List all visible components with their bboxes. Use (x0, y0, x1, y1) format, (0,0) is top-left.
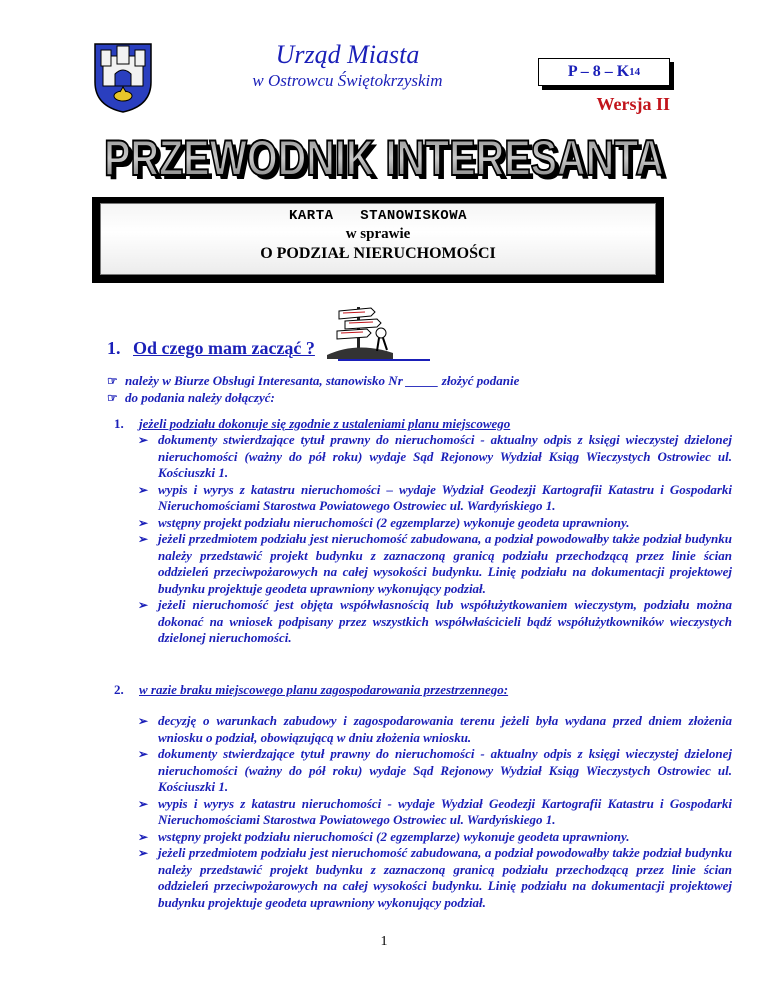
list-item: ➢ jeżeli przedmiotem podziału jest nieruchomość zabudowana, a podział powodowałby także podział budynku należy przedstawić projekt budynku z zaznaczoną granicą podziału przechodzącą przez linie ścian oddzieleń przeciwpożarowych na całej wysokości budynku. Linię podziału na dokumentacji projektowej budynku projektuje geodeta uprawniony wykonujący podział. (138, 531, 732, 596)
list-item: ➢ jeżeli nieruchomość jest objęta współwłasnością lub współużytkowaniem wieczystym, podziału można dokonać na wniosek podpisany przez wszystkich współwłaścicieli bądź współużytkowników wieczystych dzielonej nieruchomości. (138, 597, 732, 645)
city-crest-icon (93, 42, 153, 114)
banner-title (96, 128, 672, 190)
section-heading (107, 338, 315, 359)
case-number: 2. (114, 682, 124, 697)
arrow-bullet-icon: ➢ (138, 829, 149, 844)
card-title: KARTA STANOWISKOWA (288, 208, 468, 224)
arrow-bullet-icon: ➢ (138, 796, 149, 811)
document-code-main: P – 8 – K (567, 63, 630, 80)
list-item: ➢ decyzję o warunkach zabudowy i zagospodarowania terenu jeżeli była wydana przed dniem złożenia wniosku o podział, obowiązującą w dniu złożenia wniosku. (138, 713, 732, 745)
topic-card (92, 197, 664, 283)
list-item: ➢ wypis i wyrys z katastru nieruchomości – wydaje Wydział Geodezji Kartografii Katastru i Gospodarki Nieruchomościami Starostwa Powiatowego Ostrowiec ul. Wardyńskiego 1. (138, 481, 732, 513)
document-version: Wersja II (596, 94, 670, 114)
signpost-clipart-icon (327, 303, 395, 359)
arrow-bullet-icon: ➢ (138, 482, 149, 497)
case2-list (138, 713, 732, 911)
case-heading (114, 416, 510, 432)
case-title: w razie braku miejscowego planu zagospodarowania przestrzennego: (139, 682, 509, 697)
pointing-hand-icon: ☞ (107, 391, 118, 405)
heading-underline (338, 359, 430, 361)
instruction-attach (107, 390, 275, 406)
card-topic: O PODZIAŁ NIERUCHOMOŚCI (260, 245, 496, 262)
arrow-bullet-icon: ➢ (138, 846, 149, 860)
list-item: ➢ wstępny projekt podziału nieruchomości (2 egzemplarze) wykonuje geodeta uprawniony. (138, 514, 630, 530)
list-item: ➢ wypis i wyrys z katastru nieruchomości - wydaje Wydział Geodezji Kartografii Katastru i Gospodarki Nieruchomościami Starostwa Powiatowego Ostrowiec ul. Wardyńskiego 1. (138, 795, 732, 827)
list-item: ➢ wstępny projekt podziału nieruchomości (2 egzemplarze) wykonuje geodeta uprawniony. (138, 828, 630, 844)
instruction-text: do podania należy dołączyć: (125, 390, 275, 405)
document-code-sub: 14 (629, 66, 641, 78)
arrow-bullet-icon: ➢ (138, 515, 149, 530)
list-item: ➢ dokumenty stwierdzające tytuł prawny do nieruchomości - aktualny odpis z księgi wieczystej dzielonej nieruchomości (ważny do pół roku) wydaje Sąd Rejonowy Wydział Ksiąg Wieczystych Ostrowiec ul. Kościuszki 1. (138, 746, 732, 794)
case-heading (114, 682, 508, 698)
banner-title-shadow: PRZEWODNIK INTERESANTA (108, 134, 668, 190)
list-item: ➢ dokumenty stwierdzające tytuł prawny do nieruchomości - aktualny odpis z księgi wieczystej dzielonej nieruchomości (ważny do pół roku) wydaje Sąd Rejonowy Wydział Ksiąg Wieczystych Ostrowiec ul. Kościuszki 1. (138, 432, 732, 480)
arrow-bullet-icon: ➢ (138, 598, 149, 612)
list-item: ➢ jeżeli przedmiotem podziału jest nieruchomość zabudowana, a podział powodowałby także podział budynku należy przedstawić projekt budynku z zaznaczoną granicą podziału przechodzącą przez linie ścian oddzieleń przeciwpożarowych na całej wysokości budynku. Linię podziału na dokumentacji projektowej budynku projektuje geodeta uprawniony wykonujący podział. (138, 845, 732, 910)
arrow-bullet-icon: ➢ (138, 714, 149, 728)
section-number: 1. (107, 338, 121, 358)
arrow-bullet-icon: ➢ (138, 433, 149, 447)
arrow-bullet-icon: ➢ (138, 532, 149, 546)
page-number: 1 (380, 934, 388, 949)
office-location: w Ostrowcu Świętokrzyskim (252, 71, 443, 90)
arrow-bullet-icon: ➢ (138, 747, 149, 761)
instruction-text: należy w Biurze Obsługi Interesanta, stanowisko Nr _____ złożyć podanie (125, 373, 520, 388)
instruction-submit (107, 373, 519, 389)
case-title: jeżeli podziału dokonuje się zgodnie z ustaleniami planu miejscowego (139, 416, 511, 431)
case-number: 1. (114, 416, 124, 431)
document-code (538, 58, 670, 86)
case1-list (138, 432, 732, 647)
pointing-hand-icon: ☞ (107, 374, 118, 388)
banner-title-text: PRZEWODNIK INTERESANTA (104, 130, 664, 186)
section-title: Od czego mam zacząć ? (133, 338, 315, 358)
card-subtitle: w sprawie (345, 226, 411, 242)
office-name: Urząd Miasta (275, 40, 420, 69)
